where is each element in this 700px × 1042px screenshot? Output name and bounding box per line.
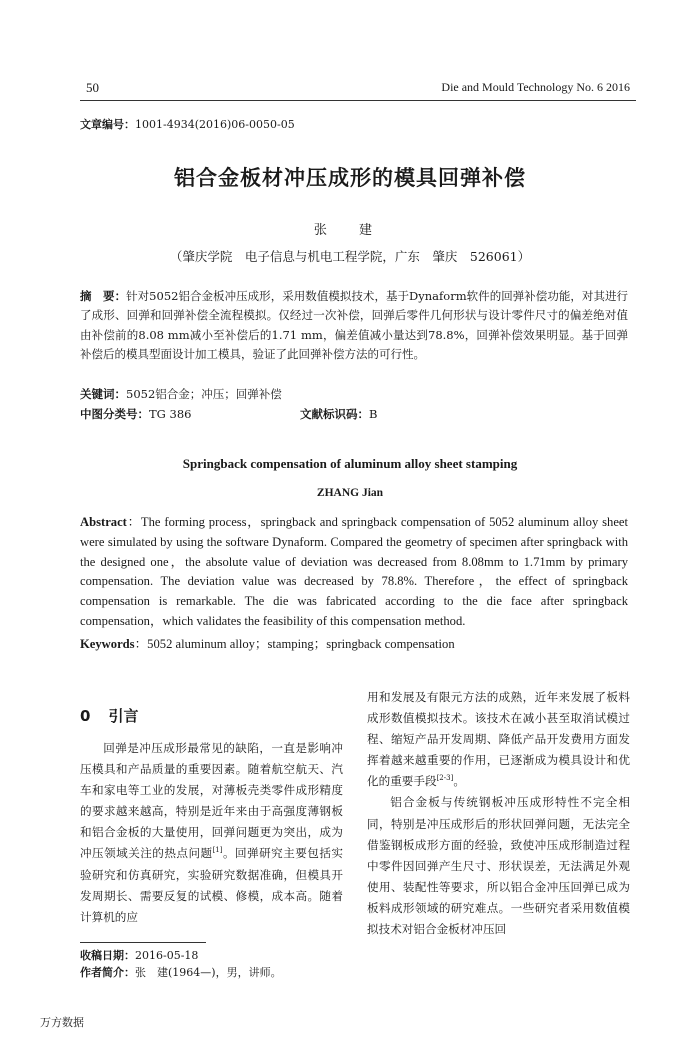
keywords-cn-text: 5052铝合金；冲压；回弹补偿 [126, 387, 282, 401]
abstract-en-label: Abstract [80, 515, 127, 529]
body-text: 回弹是冲压成形最常见的缺陷，一直是影响冲压模具和产品质量的重要因素。随着航空航天、汽车和家电等工业的发展，对薄板壳类零件成形精度的要求越来越高，特别是近年来由于高强度薄钢板和铝合金板的大量使用，回弹问题更为突出，成为冲压领域关注的热点问题 [80, 741, 343, 861]
body-column-left [80, 738, 343, 928]
keywords-en-sep: ： [134, 637, 148, 651]
journal-header: Die and Mould Technology No. 6 2016 [441, 80, 630, 94]
abstract-cn [80, 287, 628, 365]
title-en: Springback compensation of aluminum alloy sheet stamping [182, 456, 518, 471]
keywords-en-text: 5052 aluminum alloy；stamping；springback compensation [147, 637, 455, 651]
received-date [80, 947, 198, 963]
article-id [80, 116, 295, 132]
author-bio-text: 张 建(1964—)，男，讲师。 [135, 966, 282, 979]
article-id-value: 1001-4934(2016)06-0050-05 [135, 118, 295, 131]
body-paragraph [80, 738, 343, 928]
keywords-en-label: Keywords [80, 637, 135, 651]
section-number: 0 [80, 707, 91, 725]
abstract-en [80, 513, 628, 632]
received-label: 收稿日期： [80, 949, 135, 962]
keywords-cn-label: 关键词： [80, 387, 126, 401]
clc-label: 中图分类号： [80, 407, 149, 421]
author-en: ZHANG Jian [316, 487, 384, 499]
affiliation-cn: （肇庆学院 电子信息与机电工程学院，广东 肇庆 526061） [169, 249, 531, 264]
clc-value: TG 386 [149, 407, 192, 421]
body-text: 用和发展及有限元方法的成熟，近年来发展了板料成形数值模拟技术。该技术在减小甚至取消试模过程、缩短产品开发周期、降低产品开发费用方面发挥着越来越重要的作用，已逐渐成为模具设计和优化的重要手段 [367, 690, 630, 789]
received-value: 2016-05-18 [135, 949, 199, 962]
citation: [2-3] [436, 774, 454, 783]
header-divider [80, 100, 636, 101]
section-heading [80, 705, 138, 726]
body-paragraph: 铝合金板与传统钢板冲压成形特性不完全相同，特别是冲压成形后的形状回弹问题，无法完全借鉴钢板成形方面的经验，致使冲压成形制造过程中零件因回弹产生尺寸、形状误差，无法满足外观使用、装配性等要求，所以铝合金冲压回弹已成为板料成形领域的研究难点。一些研究者采用数值模拟技术对铝合金板材冲压回 [367, 795, 630, 937]
abstract-cn-label: 摘 要： [80, 289, 127, 303]
section-title: 引言 [108, 707, 139, 725]
article-id-label: 文章编号： [80, 118, 135, 131]
watermark: 万方数据 [40, 1016, 84, 1029]
document-code-label: 文献标识码： [300, 407, 369, 421]
citation: [1] [212, 846, 223, 855]
author-bio [80, 964, 282, 980]
abstract-en-sep: ： [126, 515, 141, 529]
document-code-value: B [369, 407, 378, 421]
keywords-cn [80, 386, 282, 402]
keywords-en [80, 633, 455, 652]
document-code [300, 406, 377, 422]
abstract-en-text: The forming process，springback and springback compensation of 5052 aluminum alloy sheet were simulated by using the software Dynaform. Compared the geometry of specimen after springback with the designed one，the absolute value of deviation was decreased from 8.08mm to 1.71mm by primary compensation. The deviation value was decreased by 78.8%. Therefore，the effect of springback compensation is remarkable. The die was fabricated according to the die face after springback compensation，which validates the feasibility of this compensation method. [80, 515, 629, 628]
author-bio-label: 作者简介： [80, 966, 135, 979]
footnote-divider [80, 942, 206, 943]
body-paragraph [367, 687, 630, 792]
page-number: 50 [86, 80, 99, 95]
abstract-cn-text: 针对5052铝合金板冲压成形，采用数值模拟技术，基于Dynaform软件的回弹补偿功能，对其进行了成形、回弹和回弹补偿全流程模拟。仅经过一次补偿，回弹后零件几何形状与设计零件尺寸的偏差绝对值由补偿前的8.08 mm减小至补偿后的1.71 mm，偏差值减小量达到78.8%，回弹补偿效果明显。基于回弹补偿后的模具型面设计加工模具，验证了此回弹补偿方法的可行性。 [80, 289, 629, 362]
title-cn: 铝合金板材冲压成形的模具回弹补偿 [174, 166, 526, 190]
author-cn: 张 建 [313, 223, 387, 238]
clc-number [80, 406, 191, 422]
body-text: 。 [453, 774, 465, 789]
body-text: 。回弹研究主要包括实验研究和仿真研究，实验研究数据准确，但模具开发周期长、需要反复的试模、修模，成本高。随着计算机的应 [80, 846, 343, 924]
body-column-right [367, 687, 630, 940]
